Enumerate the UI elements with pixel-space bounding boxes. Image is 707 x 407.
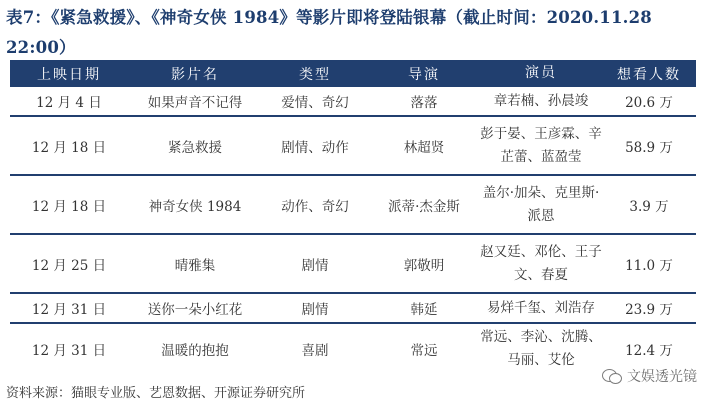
cell-date: 12 月 18 日 <box>31 198 107 215</box>
cell-movie: 如果声音不记得 <box>147 95 243 111</box>
cell-want: 12.4 万 <box>625 342 673 359</box>
table-title: 表7：《紧急救援》、《神奇女侠 1984》等影片即将登陆银幕（截止时间：2020.11.28 22:00） <box>6 8 652 57</box>
header-actors: 演员 <box>525 65 557 81</box>
cell-genre: 剧情、动作 <box>281 139 349 156</box>
cell-genre: 动作、奇幻 <box>281 198 349 215</box>
cell-want: 23.9 万 <box>625 302 673 318</box>
cell-want: 20.6 万 <box>625 95 673 111</box>
wechat-icon <box>602 368 622 384</box>
header-movie: 影片名 <box>171 66 219 83</box>
cell-director: 韩延 <box>410 302 438 318</box>
cell-director: 林超贤 <box>403 139 445 156</box>
header-want: 想看人数 <box>617 66 681 83</box>
table-header <box>10 60 696 87</box>
cell-want: 58.9 万 <box>625 139 673 156</box>
header-director: 导演 <box>408 66 440 83</box>
cell-actors: 盖尔·加朵、克里斯·派恩 <box>482 184 600 224</box>
cell-movie: 温暖的抱抱 <box>161 342 229 359</box>
header-date: 上映日期 <box>37 66 101 83</box>
cell-director: 派蒂·杰金斯 <box>388 198 460 215</box>
cell-want: 3.9 万 <box>629 198 669 215</box>
cell-actors: 常远、李沁、沈腾、马丽、艾伦 <box>480 328 602 368</box>
cell-actors: 章若楠、孙晨竣 <box>493 92 589 109</box>
header-genre: 类型 <box>299 66 331 83</box>
cell-date: 12 月 25 日 <box>31 257 107 274</box>
cell-movie: 神奇女侠 1984 <box>148 198 242 215</box>
cell-genre: 剧情 <box>301 257 329 274</box>
cell-want: 11.0 万 <box>625 257 673 274</box>
table-row <box>10 235 696 294</box>
cell-director: 郭敬明 <box>403 257 445 274</box>
cell-date: 12 月 18 日 <box>31 139 107 156</box>
cell-movie: 紧急救援 <box>168 139 222 156</box>
movie-table <box>10 60 696 373</box>
cell-movie: 送你一朵小红花 <box>147 302 243 318</box>
cell-actors: 易烊千玺、刘浩存 <box>487 299 595 316</box>
cell-actors: 彭于晏、王彦霖、辛芷蕾、蓝盈莹 <box>480 125 602 165</box>
table-row <box>10 87 696 117</box>
cell-actors: 赵又廷、邓伦、王子文、春夏 <box>480 243 602 283</box>
cell-genre: 爱情、奇幻 <box>281 95 349 111</box>
cell-date: 12 月 31 日 <box>31 302 107 318</box>
cell-director: 落落 <box>410 95 438 111</box>
watermark-text: 文娱透光镜 <box>627 369 697 385</box>
cell-director: 常远 <box>410 342 438 359</box>
watermark <box>602 366 697 386</box>
table-row <box>10 294 696 324</box>
table-row <box>10 324 696 373</box>
table-row <box>10 176 696 235</box>
cell-movie: 晴雅集 <box>174 257 216 274</box>
table-row <box>10 117 696 176</box>
cell-genre: 剧情 <box>301 302 329 318</box>
source-note: 资料来源：猫眼专业版、艺恩数据、开源证券研究所 <box>6 386 306 401</box>
cell-date: 12 月 31 日 <box>31 342 107 359</box>
cell-date: 12 月 4 日 <box>36 95 102 111</box>
cell-genre: 喜剧 <box>301 342 329 359</box>
